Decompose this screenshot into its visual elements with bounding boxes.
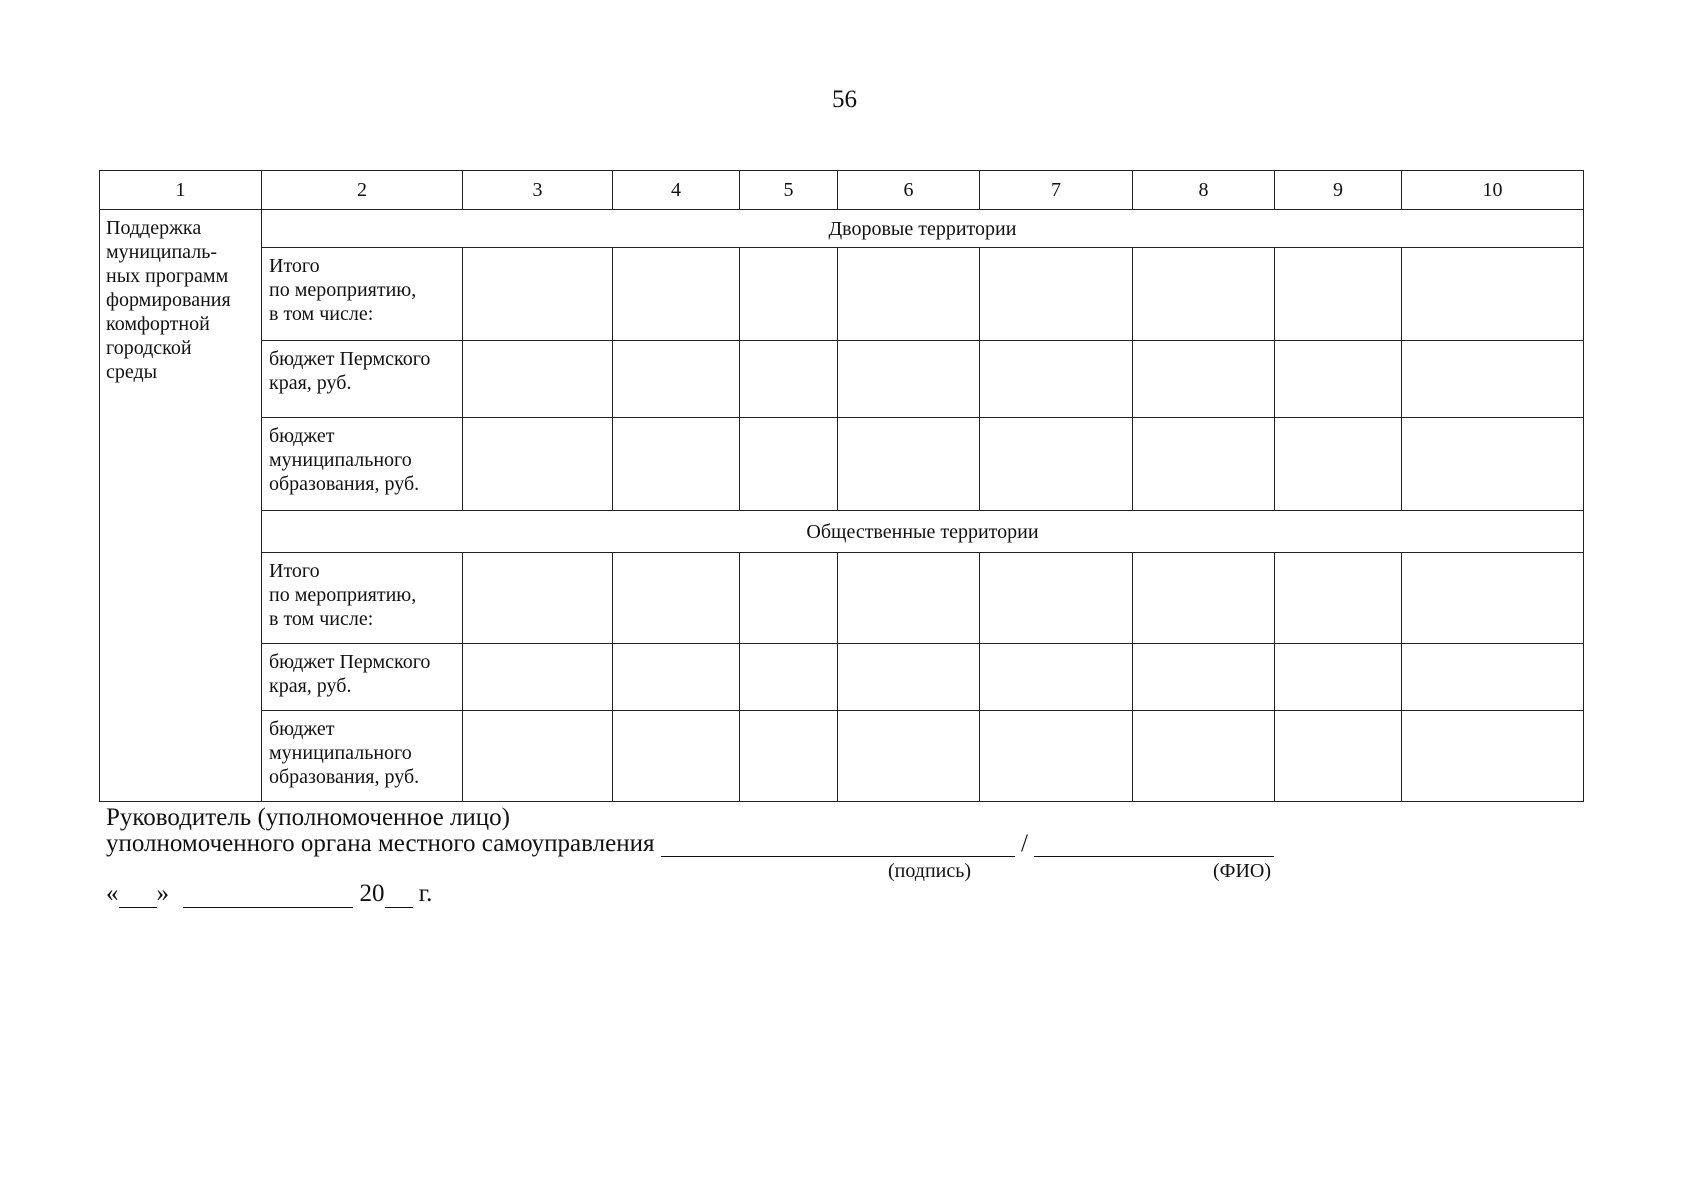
section-title: Общественные территории xyxy=(262,511,1584,553)
data-cell[interactable] xyxy=(1402,644,1584,711)
data-cell[interactable] xyxy=(1275,418,1402,511)
table-row xyxy=(100,341,1584,418)
data-cell[interactable] xyxy=(1275,644,1402,711)
fio-caption: (ФИО) xyxy=(1213,860,1272,882)
table-row xyxy=(100,248,1584,341)
data-cell[interactable] xyxy=(838,553,980,644)
data-cell[interactable] xyxy=(1275,248,1402,341)
fio-blank[interactable] xyxy=(1034,836,1274,857)
table-row xyxy=(100,644,1584,711)
data-cell[interactable] xyxy=(463,711,613,802)
section-title: Дворовые территории xyxy=(262,210,1584,248)
signer-title-line2 xyxy=(106,831,1406,857)
row-label: бюджет Пермского края, руб. xyxy=(269,348,431,394)
column-number: 3 xyxy=(463,171,613,210)
section-header-row xyxy=(100,511,1584,553)
data-cell[interactable] xyxy=(1133,553,1275,644)
data-cell[interactable] xyxy=(463,248,613,341)
data-cell[interactable] xyxy=(980,644,1133,711)
column-number: 2 xyxy=(262,171,463,210)
data-cell[interactable] xyxy=(740,711,838,802)
day-blank[interactable] xyxy=(119,887,157,908)
column-number: 5 xyxy=(740,171,838,210)
column-number: 9 xyxy=(1275,171,1402,210)
data-cell[interactable] xyxy=(463,418,613,511)
data-cell[interactable] xyxy=(613,341,740,418)
signer-title-line1: Руководитель (уполномоченное лицо) xyxy=(106,804,511,831)
data-cell[interactable] xyxy=(980,248,1133,341)
data-cell[interactable] xyxy=(1402,418,1584,511)
data-cell[interactable] xyxy=(463,644,613,711)
data-cell[interactable] xyxy=(838,341,980,418)
row-label: бюджет муниципального образования, руб. xyxy=(269,425,420,495)
data-cell[interactable] xyxy=(1133,711,1275,802)
data-cell[interactable] xyxy=(1133,418,1275,511)
data-cell[interactable] xyxy=(613,418,740,511)
data-cell[interactable] xyxy=(613,644,740,711)
date-line xyxy=(106,880,432,908)
row-label: Итого по мероприятию, в том числе: xyxy=(269,255,417,325)
data-cell[interactable] xyxy=(980,553,1133,644)
data-cell[interactable] xyxy=(1275,711,1402,802)
column-number: 4 xyxy=(613,171,740,210)
column-number: 7 xyxy=(980,171,1133,210)
budget-table xyxy=(99,170,1584,802)
table-row xyxy=(100,418,1584,511)
data-cell[interactable] xyxy=(613,711,740,802)
quote-open: « xyxy=(106,880,119,907)
data-cell[interactable] xyxy=(1402,341,1584,418)
data-cell[interactable] xyxy=(740,248,838,341)
data-cell[interactable] xyxy=(980,341,1133,418)
table-row xyxy=(100,553,1584,644)
program-name-cell xyxy=(100,210,262,802)
data-cell[interactable] xyxy=(838,418,980,511)
page-number: 56 xyxy=(832,86,857,113)
data-cell[interactable] xyxy=(740,418,838,511)
data-cell[interactable] xyxy=(740,553,838,644)
year-blank[interactable] xyxy=(385,887,413,908)
data-cell[interactable] xyxy=(613,248,740,341)
signature-caption: (подпись) xyxy=(888,860,972,882)
data-cell[interactable] xyxy=(838,248,980,341)
year-suffix: г. xyxy=(418,880,433,907)
data-cell[interactable] xyxy=(1402,711,1584,802)
data-cell[interactable] xyxy=(980,711,1133,802)
program-name: Поддержка муниципаль- ных программ формирования комфортной городской среды xyxy=(106,217,231,383)
slash-separator: / xyxy=(1020,830,1028,857)
data-cell[interactable] xyxy=(980,418,1133,511)
data-cell[interactable] xyxy=(838,711,980,802)
signer-title-text: уполномоченного органа местного самоуправления xyxy=(106,830,655,857)
row-label: бюджет Пермского края, руб. xyxy=(269,651,431,697)
data-cell[interactable] xyxy=(1402,553,1584,644)
row-label: Итого по мероприятию, в том числе: xyxy=(269,560,417,630)
signature-blank[interactable] xyxy=(661,836,1015,857)
column-number: 6 xyxy=(838,171,980,210)
column-number: 10 xyxy=(1402,171,1584,210)
table-row xyxy=(100,711,1584,802)
data-cell[interactable] xyxy=(1133,248,1275,341)
row-label: бюджет муниципального образования, руб. xyxy=(269,718,420,788)
data-cell[interactable] xyxy=(1133,341,1275,418)
data-cell[interactable] xyxy=(1275,341,1402,418)
column-number: 1 xyxy=(100,171,262,210)
data-cell[interactable] xyxy=(463,341,613,418)
data-cell[interactable] xyxy=(838,644,980,711)
data-cell[interactable] xyxy=(613,553,740,644)
year-prefix: 20 xyxy=(359,880,385,907)
data-cell[interactable] xyxy=(1275,553,1402,644)
column-number-row xyxy=(100,171,1584,210)
quote-close: » xyxy=(156,880,169,907)
month-blank[interactable] xyxy=(183,887,353,908)
data-cell[interactable] xyxy=(463,553,613,644)
signature-block xyxy=(106,805,1406,857)
data-cell[interactable] xyxy=(740,341,838,418)
data-cell[interactable] xyxy=(740,644,838,711)
data-cell[interactable] xyxy=(1402,248,1584,341)
column-number: 8 xyxy=(1133,171,1275,210)
section-header-row xyxy=(100,210,1584,248)
data-cell[interactable] xyxy=(1133,644,1275,711)
